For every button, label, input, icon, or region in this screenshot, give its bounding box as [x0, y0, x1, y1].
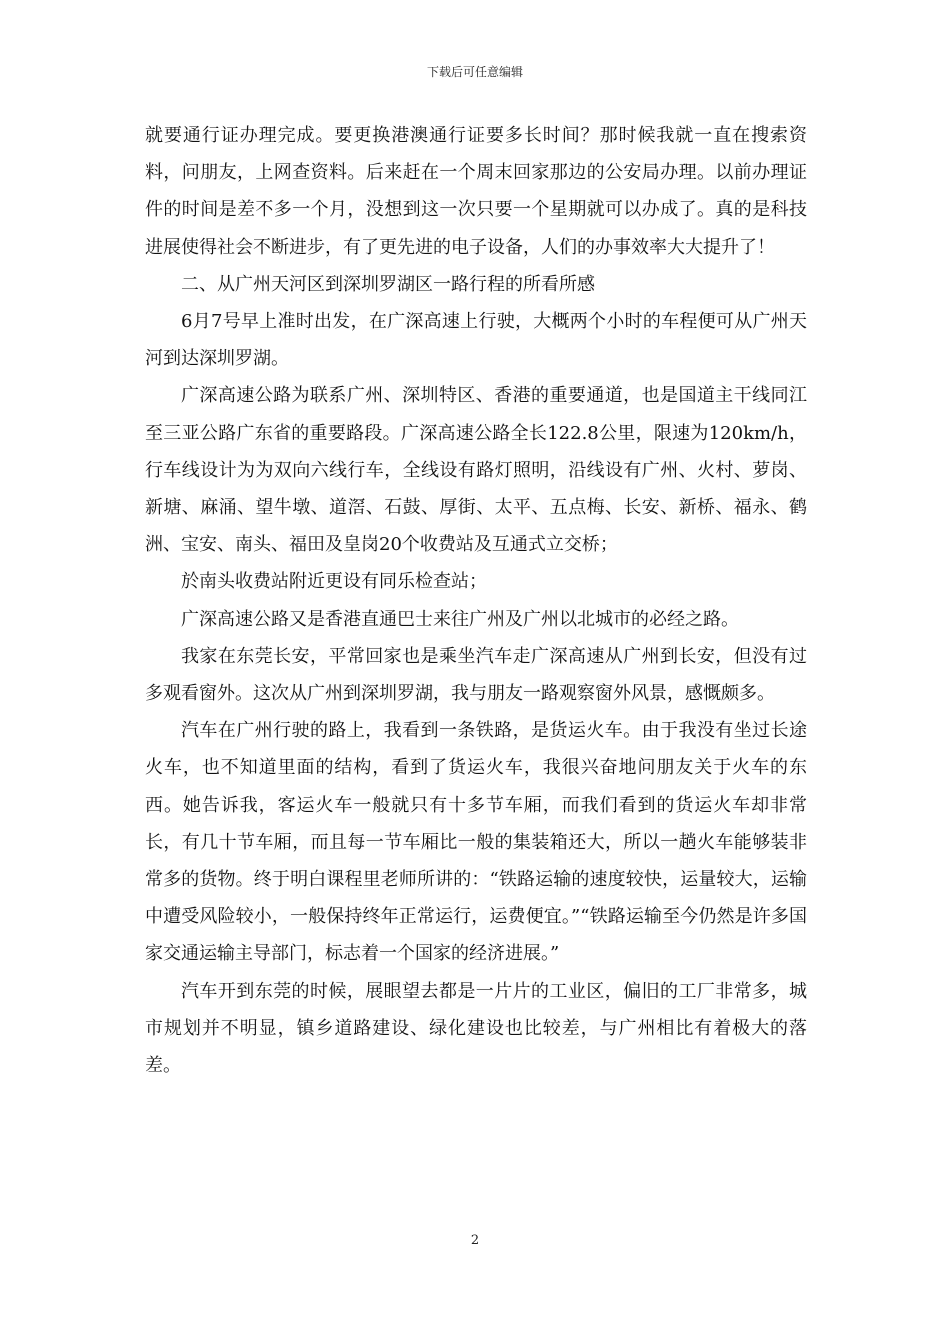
paragraph-expressway: 广深高速公路为联系广州、深圳特区、香港的重要通道，也是国道主干线同江至三亚公路广东省的重要路段。广深高速公路全长122.8公里，限速为120km/h，行车线设计为为双向六线行车，全线设有路灯照明，沿线设有广州、火村、萝岗、新塘、麻涌、望牛墩、道滘、石鼓、厚街、太平、五点梅、长安、新桥、福永、鹤洲、宝安、南头、福田及皇岗20个收费站及互通式立交桥； [145, 385, 807, 556]
paragraph-continuation: 就要通行证办理完成。要更换港澳通行证要多长时间？那时候我就一直在搜索资料，问朋友，上网查资料。后来赶在一个周末回家那边的公安局办理。以前办理证件的时间是差不多一个月，没想到这一次只要一个星期就可以办成了。真的是科技进展使得社会不断进步，有了更先进的电子设备，人们的办事效率大大提升了！ [145, 125, 807, 258]
page-header: 下载后可任意编辑 [426, 65, 523, 79]
section-heading: 二、从广州天河区到深圳罗湖区一路行程的所看所感 [181, 273, 595, 295]
paragraph-checkpoint: 於南头收费站附近更设有同乐检查站； [181, 571, 487, 593]
paragraph-bus-route: 广深高速公路又是香港直通巴士来往广州及广州以北城市的必经之路。 [181, 608, 739, 630]
document-body [145, 117, 807, 1084]
paragraph-home: 我家在东莞长安，平常回家也是乘坐汽车走广深高速从广州到长安，但没有过多观看窗外。这次从广州到深圳罗湖，我与朋友一路观察窗外风景，感慨颇多。 [145, 645, 807, 705]
paragraph-departure: 6月7号早上准时出发，在广深高速上行驶，大概两个小时的车程便可从广州天河到达深圳罗湖。 [145, 311, 807, 370]
paragraph-dongguan: 汽车开到东莞的时候，展眼望去都是一片片的工业区，偏旧的工厂非常多，城市规划并不明显，镇乡道路建设、绿化建设也比较差，与广州相比有着极大的落差。 [145, 980, 807, 1077]
page-number: 2 [470, 1233, 480, 1248]
paragraph-railway: 汽车在广州行驶的路上，我看到一条铁路，是货运火车。由于我没有坐过长途火车，也不知道里面的结构，看到了货运火车，我很兴奋地问朋友关于火车的东西。她告诉我，客运火车一般就只有十多节车厢，而我们看到的货运火车却非常长，有几十节车厢，而且每一节车厢比一般的集装箱还大，所以一趟火车能够装非常多的货物。终于明白课程里老师所讲的：“铁路运输的速度较快，运量较大，运输中遭受风险较小，一般保持终年正常运行，运费便宜。”“铁路运输至今仍然是许多国家交通运输主导部门，标志着一个国家的经济进展。” [145, 720, 807, 965]
